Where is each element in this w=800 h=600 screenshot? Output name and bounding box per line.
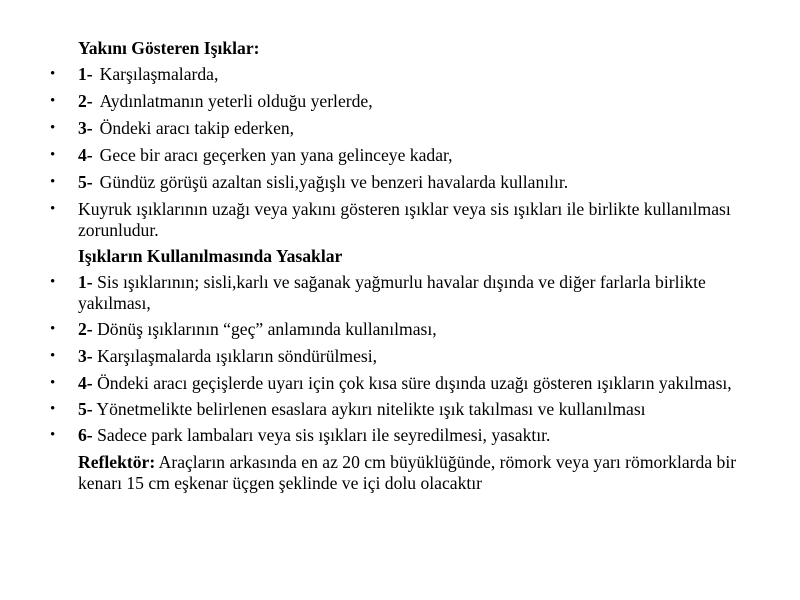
bullet-icon: • [50,375,56,391]
item-number: 5- [78,172,93,192]
list-item [50,118,750,139]
list-item [50,319,750,340]
item-number: 4- [78,373,93,393]
item-number: 3- [78,118,93,138]
list-item [50,272,750,314]
item-number: 1- [78,272,93,292]
item-number: 4- [78,145,93,165]
item-number: 5- [78,399,93,419]
bullet-icon: • [50,66,56,82]
bullet-icon: • [50,427,56,443]
item-text: Aydınlatmanın yeterli olduğu yerlerde, [99,91,373,111]
reflector-paragraph [50,452,750,494]
item-number: 2- [78,91,93,111]
list-item [50,145,750,166]
item-text: Karşılaşmalarda, [99,64,219,84]
list-item [50,91,750,112]
list-item [50,346,750,367]
bullet-icon: • [50,174,56,190]
item-text: Karşılaşmalarda ışıkların söndürülmesi, [97,346,378,366]
item-text: Gece bir aracı geçerken yan yana gelinceye kadar, [99,145,453,165]
section2-heading: Işıkların Kullanılmasında Yasaklar [78,246,343,266]
bullet-icon: • [50,147,56,163]
item-text: Öndeki aracı takip ederken, [99,118,295,138]
list-item [50,172,750,193]
list-item [50,373,750,394]
section1-heading: Yakını Gösteren Işıklar: [78,38,260,58]
item-number: 2- [78,319,93,339]
slide-content [50,38,750,494]
item-number: 1- [78,64,93,84]
item-number: 3- [78,346,93,366]
bullet-icon: • [50,120,56,136]
reflector-label: Reflektör: [78,452,156,472]
list-item [50,399,750,420]
list-item-note [50,199,750,241]
item-text: Sadece park lambaları veya sis ışıkları ile seyredilmesi, yasaktır. [97,425,551,445]
list-item [50,64,750,85]
bullet-icon: • [50,93,56,109]
item-text: Dönüş ışıklarının “geç” anlamında kullanılması, [97,319,437,339]
bullet-icon: • [50,321,56,337]
bullet-icon: • [50,348,56,364]
list-item [50,425,750,446]
item-text: Yönetmelikte belirlenen esaslara aykırı nitelikte ışık takılması ve kullanılması [96,399,646,419]
item-text: Sis ışıklarının; sisli,karlı ve sağanak yağmurlu havalar dışında ve diğer farlarla birlikte yakılması, [78,272,706,313]
item-text: Gündüz görüşü azaltan sisli,yağışlı ve benzeri havalarda kullanılır. [99,172,569,192]
bullet-icon: • [50,201,56,217]
bullet-icon: • [50,401,56,417]
note-text: Kuyruk ışıklarının uzağı veya yakını gösteren ışıklar veya sis ışıkları ile birlikte kullanılması zorunludur. [78,199,731,240]
item-text: Öndeki aracı geçişlerde uyarı için çok kısa süre dışında uzağı gösteren ışıkların yakılması, [97,373,732,393]
item-number: 6- [78,425,93,445]
reflector-text: Araçların arkasında en az 20 cm büyüklüğünde, römork veya yarı römorklarda bir kenarı 15 cm eşkenar üçgen şeklinde ve içi dolu olacaktır [78,452,737,493]
bullet-icon: • [50,274,56,290]
